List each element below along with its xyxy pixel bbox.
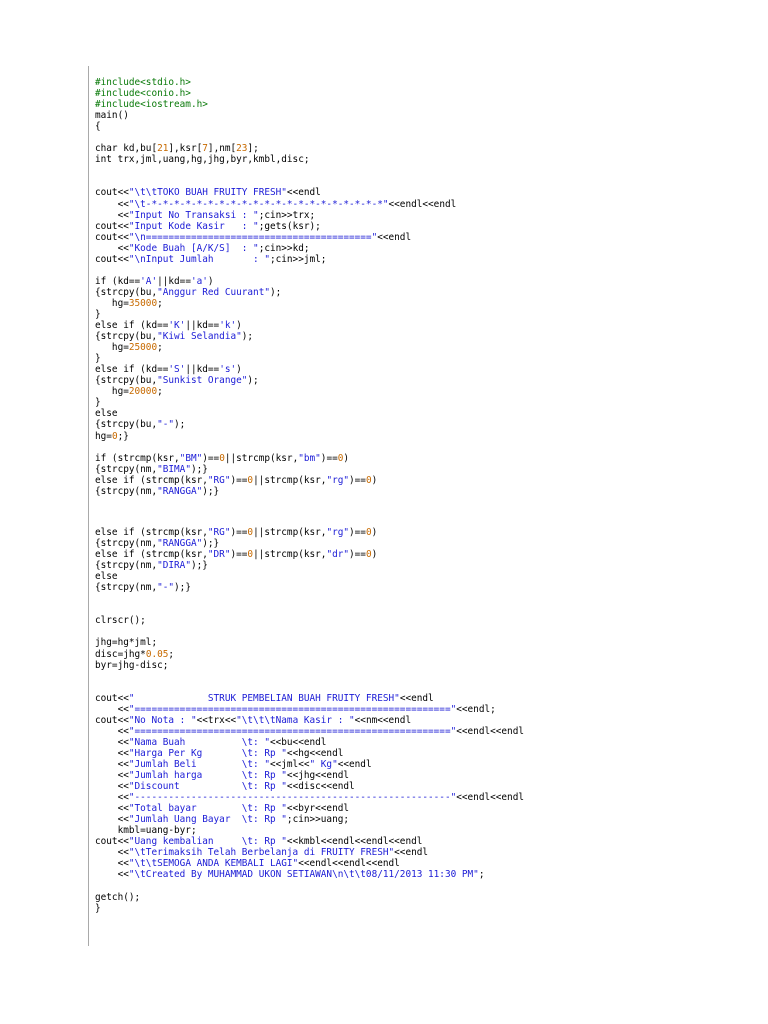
code-token: cout<< (95, 836, 129, 848)
code-line (95, 254, 456, 265)
code-token: ||kd== (185, 320, 220, 332)
code-token: << (95, 858, 129, 870)
code-token: 'A' (140, 275, 158, 287)
code-token: 0 (365, 549, 372, 561)
code-token: "RG" (207, 474, 231, 486)
code-line (95, 375, 456, 386)
code-token: ) (371, 549, 378, 561)
code-line (95, 442, 456, 453)
code-token: "\t-*-*-*-*-*-*-*-*-*-*-*-*-*-*-*-*-*-*-*-*-*" (128, 198, 389, 210)
code-token: ||strcmp(ksr, (253, 549, 327, 561)
code-token: else (95, 408, 118, 420)
code-line (95, 593, 524, 604)
code-token: {strcpy(nm, (95, 463, 158, 475)
code-line (95, 881, 524, 892)
code-token: ],nm[ (207, 143, 237, 155)
code-token: << (95, 803, 129, 815)
code-line (95, 386, 456, 397)
code-token: "Total bayar \t: Rp " (128, 803, 287, 815)
code-token: "Nama Buah \t: " (128, 736, 270, 748)
code-line (95, 165, 456, 176)
code-token: << (95, 781, 129, 793)
code-token: "RANGGA" (157, 485, 203, 497)
code-token: hg= (95, 342, 129, 354)
code-token: )== (349, 549, 366, 561)
code-token: {strcpy(bu, (95, 331, 158, 343)
code-token: )== (349, 474, 366, 486)
code-token: <<kmbl<<endl<<endl<<endl (286, 836, 423, 848)
code-line (95, 232, 456, 243)
code-line (95, 626, 524, 637)
code-token: <<endl<<endl (456, 792, 524, 804)
code-token: << (95, 869, 129, 881)
code-token: )== (202, 452, 220, 464)
code-token: "bm" (298, 452, 321, 464)
code-line (95, 604, 524, 615)
code-token: <<endl (337, 758, 372, 770)
code-token: ) (207, 275, 214, 287)
code-token: << (95, 758, 129, 770)
code-token: <<disc<<endl (286, 781, 355, 793)
code-token: 25000 (128, 342, 158, 354)
code-line (95, 243, 456, 254)
code-token: cout<< (95, 714, 129, 726)
code-block-1 (95, 77, 456, 497)
code-token: char kd,bu[ (95, 143, 158, 155)
code-token: "RG" (207, 527, 231, 538)
code-line (95, 199, 456, 210)
code-token: <<endl (377, 231, 412, 243)
code-token: );} (202, 485, 220, 497)
code-token: {strcpy(nm, (95, 560, 158, 572)
code-token: #include<iostream.h> (95, 99, 208, 111)
code-token: #include<conio.h> (95, 88, 191, 100)
code-token: int trx,jml,uang,hg,jhg,byr,kmbl,disc; (95, 154, 310, 166)
code-line (95, 538, 524, 549)
code-token: ;cin>>uang; (286, 814, 350, 826)
code-token: ;cin>>jml; (269, 253, 327, 265)
code-token: "Jumlah harga \t: Rp " (128, 770, 287, 782)
code-token: <<endl; (456, 703, 496, 715)
code-line (95, 615, 524, 626)
code-token: <<jhg<<endl (286, 770, 350, 782)
code-token: 35000 (128, 297, 158, 309)
code-line (95, 869, 524, 880)
code-token: ); (241, 331, 254, 343)
code-token: ;gets(ksr); (258, 220, 321, 232)
code-token: << (95, 198, 129, 210)
code-token: <<endl<<endl (388, 198, 457, 210)
code-token: {strcpy(bu, (95, 286, 158, 298)
code-token: ]; (247, 143, 259, 155)
code-line (95, 353, 456, 364)
code-token: { (95, 121, 101, 133)
code-line (95, 792, 524, 803)
code-line (95, 649, 524, 660)
code-line (95, 781, 524, 792)
code-token: << (95, 703, 129, 715)
code-line (95, 836, 524, 847)
code-token: << (95, 792, 129, 804)
code-line (95, 265, 456, 276)
code-token: 0 (247, 527, 254, 538)
code-line (95, 682, 524, 693)
code-token: <<endl<<endl (456, 725, 524, 737)
code-token: getch(); (95, 891, 141, 903)
code-line (95, 342, 456, 353)
code-token: <<hg<<endl (286, 747, 344, 759)
code-token: "Anggur Red Cuurant" (157, 286, 270, 298)
code-token: {strcpy(bu, (95, 375, 158, 387)
code-line (95, 715, 524, 726)
code-line (95, 825, 524, 836)
code-token: ||kd== (157, 275, 191, 287)
code-token: "RANGGA" (157, 538, 203, 550)
code-line (95, 847, 524, 858)
code-token: cout<< (95, 692, 129, 704)
code-token: hg= (95, 430, 112, 442)
code-token: "rg" (326, 474, 350, 486)
code-token: << (95, 209, 129, 221)
code-token: } (95, 902, 101, 914)
code-token: 'K' (168, 320, 186, 332)
code-token: "========================================================" (128, 725, 457, 737)
code-token: {strcpy(bu, (95, 419, 158, 431)
code-token: "--------------------------------------------------------" (128, 792, 457, 804)
code-token: ) (236, 320, 242, 332)
code-token: else if (strcmp(ksr, (95, 474, 208, 486)
code-token: <<endl<<endl<<endl (298, 858, 400, 870)
code-token: << (95, 725, 129, 737)
code-line (95, 582, 524, 593)
code-token: ; (168, 648, 175, 660)
code-token: "\t\t\tNama Kasir : " (236, 714, 355, 726)
code-line (95, 527, 524, 538)
code-token: else if (strcmp(ksr, (95, 527, 208, 538)
code-token: ;cin>>kd; (258, 242, 310, 254)
code-token: "Kiwi Selandia" (157, 331, 242, 343)
code-token: "rg" (326, 527, 350, 538)
code-token: 21 (157, 143, 169, 155)
code-token: << (95, 242, 129, 254)
code-token: << (95, 736, 129, 748)
code-token: cout<< (95, 253, 129, 265)
editor-margin-line (88, 66, 89, 946)
code-token: ; (157, 386, 163, 398)
code-line (95, 464, 456, 475)
code-token: 0 (365, 527, 372, 538)
code-line (95, 814, 524, 825)
code-token: } (95, 397, 101, 409)
code-token: if (kd== (95, 275, 141, 287)
code-token: 20000 (128, 386, 158, 398)
code-line (95, 154, 456, 165)
code-token: cout<< (95, 231, 129, 243)
code-line (95, 453, 456, 464)
code-token: ) (371, 527, 378, 538)
code-token: 23 (236, 143, 248, 155)
code-token: {strcpy(nm, (95, 485, 158, 497)
code-token: " Kg" (309, 758, 338, 770)
code-token: hg= (95, 297, 129, 309)
code-line (95, 419, 456, 430)
code-token: ; (157, 342, 163, 354)
code-token: ); (247, 375, 259, 387)
code-token: else if (kd== (95, 320, 169, 332)
code-line (95, 560, 524, 571)
code-line (95, 660, 524, 671)
code-token: )== (320, 452, 338, 464)
code-token: "\t\tTOKO BUAH FRUITY FRESH" (128, 187, 287, 199)
code-token: 'k' (219, 320, 237, 332)
code-token: <<endl (399, 692, 434, 704)
code-token: 0 (247, 474, 254, 486)
code-token: <<bu<<endl (269, 736, 327, 748)
code-token: "Jumlah Uang Bayar \t: Rp " (128, 814, 287, 826)
code-line (95, 759, 524, 770)
code-line (95, 475, 456, 486)
code-token: ; (157, 297, 163, 309)
code-token: 'S' (168, 364, 186, 376)
code-token: kmbl=uang-byr; (95, 825, 197, 837)
code-token: "\nInput Jumlah : " (128, 253, 270, 265)
code-token: hg= (95, 386, 129, 398)
code-token: ||kd== (185, 364, 220, 376)
code-line (95, 132, 456, 143)
code-line (95, 892, 524, 903)
code-line (95, 397, 456, 408)
code-line (95, 143, 456, 154)
code-line (95, 210, 456, 221)
code-token: 0 (337, 452, 344, 464)
code-token: 0 (111, 430, 118, 442)
code-line (95, 176, 456, 187)
code-token: "\tCreated By MUHAMMAD UKON SETIAWAN\n\t\t08/11/2013 11:30 PM" (128, 869, 479, 881)
code-line (95, 748, 524, 759)
code-token: "-" (157, 419, 175, 431)
code-token: main() (95, 110, 129, 122)
code-line (95, 671, 524, 682)
code-line (95, 693, 524, 704)
code-token: ;} (117, 430, 129, 442)
code-token: "Sunkist Orange" (157, 375, 248, 387)
code-token: 'a' (190, 275, 208, 287)
code-token: "BIMA" (157, 463, 191, 475)
code-token: "Uang kembalian \t: Rp " (128, 836, 287, 848)
code-token: cout<< (95, 220, 129, 232)
code-token: disc=jhg* (95, 648, 146, 660)
code-token: );} (202, 538, 220, 550)
code-token: else if (kd== (95, 364, 169, 376)
code-line (95, 858, 524, 869)
code-token: 0 (219, 452, 225, 464)
code-token: ||strcmp(ksr, (224, 452, 299, 464)
code-token: ) (371, 474, 378, 486)
code-line (95, 704, 524, 715)
code-token: "Discount \t: Rp " (128, 781, 287, 793)
code-line (95, 99, 456, 110)
code-token: 0.05 (145, 648, 169, 660)
code-line (95, 298, 456, 309)
code-line (95, 331, 456, 342)
code-token: ||strcmp(ksr, (253, 527, 327, 538)
code-line (95, 110, 456, 121)
code-token: );} (190, 463, 208, 475)
code-token: <<nm<<endl (354, 714, 412, 726)
code-token: "DIRA" (157, 560, 191, 572)
code-line (95, 431, 456, 442)
code-line (95, 221, 456, 232)
code-token: );} (174, 582, 191, 594)
code-line (95, 903, 524, 914)
code-line (95, 571, 524, 582)
code-token: " STRUK PEMBELIAN BUAH FRUITY FRESH" (128, 692, 400, 704)
code-token: "\tTerimaksih Telah Berbelanja di FRUITY FRESH" (128, 847, 395, 859)
code-token: ); (174, 419, 186, 431)
code-token: << (95, 847, 129, 859)
code-token: } (95, 353, 101, 365)
code-token: "Kode Buah [A/K/S] : " (128, 242, 259, 254)
code-token: else if (strcmp(ksr, (95, 549, 208, 561)
code-line (95, 88, 456, 99)
code-line (95, 408, 456, 419)
code-token: << (95, 770, 129, 782)
code-line (95, 121, 456, 132)
code-token: )== (230, 474, 248, 486)
code-token: if (strcmp(ksr, (95, 452, 180, 464)
code-token: 's' (219, 364, 237, 376)
code-token: } (95, 308, 101, 320)
code-token: else (95, 571, 118, 583)
code-line (95, 549, 524, 560)
code-token: << (95, 814, 129, 826)
code-token: "Input No Transaksi : " (128, 209, 259, 221)
code-token: )== (230, 527, 248, 538)
code-token: 0 (365, 474, 372, 486)
code-token: <<jml<< (269, 758, 310, 770)
code-line (95, 77, 456, 88)
code-line (95, 637, 524, 648)
code-token: #include<stdio.h> (95, 77, 191, 88)
code-line (95, 187, 456, 198)
code-token: <<endl (286, 187, 321, 199)
code-token: "Input Kode Kasir : " (128, 220, 259, 232)
code-line (95, 770, 524, 781)
code-token: "\n========================================" (128, 231, 378, 243)
code-line (95, 803, 524, 814)
code-token: ;cin>>trx; (258, 209, 316, 221)
code-line (95, 364, 456, 375)
code-block-2 (95, 527, 524, 914)
code-token: "Harga Per Kg \t: Rp " (128, 747, 287, 759)
code-token: {strcpy(nm, (95, 538, 158, 550)
code-token: <<trx<< (196, 714, 237, 726)
code-line (95, 486, 456, 497)
code-token: "-" (157, 582, 175, 594)
code-token: {strcpy(nm, (95, 582, 158, 594)
code-line (95, 287, 456, 298)
code-token: 0 (247, 549, 254, 561)
code-token: ) (236, 364, 242, 376)
code-token: << (95, 747, 129, 759)
code-token: "BM" (179, 452, 203, 464)
code-token: cout<< (95, 187, 129, 199)
code-token: 7 (202, 143, 208, 155)
code-token: ; (478, 869, 485, 881)
code-token: "Jumlah Beli \t: " (128, 758, 270, 770)
code-token: jhg=hg*jml; (95, 637, 158, 649)
code-line (95, 320, 456, 331)
code-line (95, 726, 524, 737)
code-token: ],ksr[ (168, 143, 203, 155)
code-token: "DR" (207, 549, 231, 561)
code-token: "========================================================" (128, 703, 457, 715)
code-token: <<endl (394, 847, 429, 859)
code-token: ); (269, 286, 282, 298)
code-line (95, 309, 456, 320)
code-token: )== (349, 527, 366, 538)
code-token: byr=jhg-disc; (95, 659, 169, 671)
code-token: <<byr<<endl (286, 803, 350, 815)
code-token: ) (343, 452, 350, 464)
code-token: "dr" (326, 549, 350, 561)
code-token: );} (190, 560, 208, 572)
code-token: ||strcmp(ksr, (253, 474, 327, 486)
code-token: )== (230, 549, 248, 561)
code-line (95, 737, 524, 748)
code-token: "\t\tSEMOGA ANDA KEMBALI LAGI" (128, 858, 299, 870)
code-line (95, 276, 456, 287)
code-token: "No Nota : " (128, 714, 197, 726)
code-token: clrscr(); (95, 615, 146, 627)
